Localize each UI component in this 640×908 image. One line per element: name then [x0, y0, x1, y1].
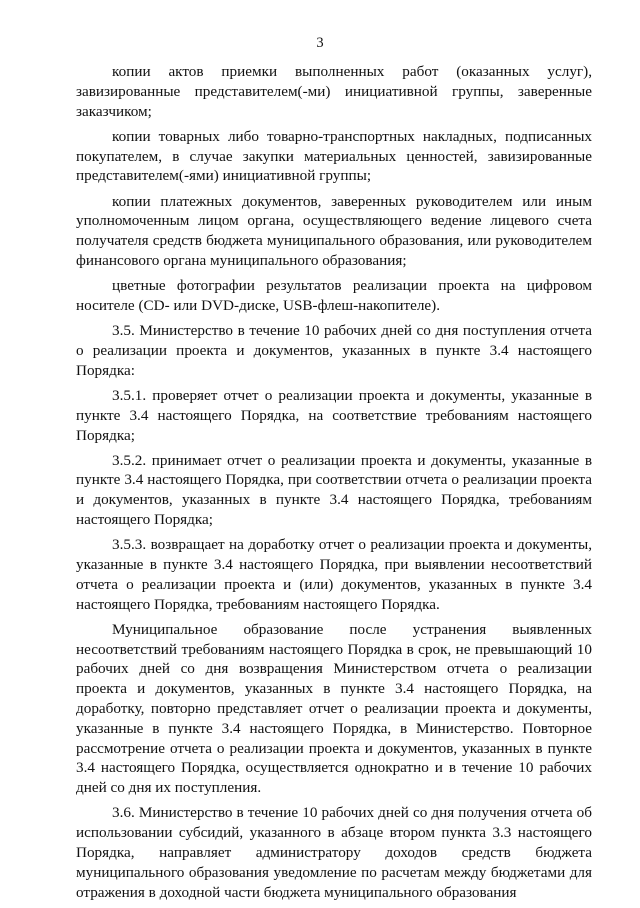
document-body [76, 62, 592, 908]
paragraph-3-5: 3.5. Министерство в течение 10 рабочих дней со дня поступления отчета о реализации проекта и документов, указанных в пункте 3.4 настоящего Порядка: [76, 322, 592, 379]
paragraph-3-5-2: 3.5.2. принимает отчет о реализации проекта и документы, указанные в пункте 3.4 настоящего Порядка, при соответствии отчета о реализации проекта и документов, указанных в пункте 3.4 настоящего Порядка, требованиям настоящего Порядка; [76, 451, 592, 529]
paragraph-3-5-3: 3.5.3. возвращает на доработку отчет о реализации проекта и документы, указанные в пункте 3.4 настоящего Порядка, при выявлении несоответствий отчета о реализации проекта и (или) документов, указанных в пункте 3.4 настоящего Порядка, требованиям настоящего Порядка. [76, 536, 592, 613]
paragraph-payment-documents: копии платежных документов, заверенных руководителем или иным уполномоченным лицом органа, осуществляющего ведение лицевого счета получателя средств бюджета муниципального образования, или руководителем финансового органа муниципального образования; [76, 192, 592, 269]
paragraph-color-photos: цветные фотографии результатов реализации проекта на цифровом носителе (CD- или DVD-диске, USB-флеш-накопителе). [76, 277, 592, 314]
page-number: 3 [316, 35, 324, 51]
paragraph-3-6: 3.6. Министерство в течение 10 рабочих дней со дня получения отчета об использовании субсидий, указанного в абзаце втором пункта 3.3 настоящего Порядка, направляет администратору доходов средств бюджета муниципального образования уведомление по расчетам между бюджетами для отражения в доходной части бюджета муниципального образования [76, 804, 592, 901]
paragraph-municipal-resubmission: Муниципальное образование после устранения выявленных несоответствий требованиям настоящего Порядка в срок, не превышающий 10 рабочих дней со дня возвращения Министерством отчета о реализации проекта и документов, указанных в пункте 3.4 настоящего Порядка, на доработку, повторно представляет отчет о реализации проекта и документы, указанные в пункте 3.4 настоящего Порядка, в Министерство. Повторное рассмотрение отчета о реализации проекта и документов, указанных в пункте 3.4 настоящего Порядка, осуществляется однократно и в течение 10 рабочих дней со дня их поступления. [76, 620, 592, 797]
paragraph-acts-copies: копии актов приемки выполненных работ (оказанных услуг), завизированные представителем(-ми) инициативной группы, заверенные заказчиком; [76, 63, 592, 120]
paragraph-3-5-1: 3.5.1. проверяет отчет о реализации проекта и документы, указанные в пункте 3.4 настоящего Порядка, на соответствие требованиям настоящего Порядка; [76, 386, 592, 444]
paragraph-invoices-copies: копии товарных либо товарно-транспортных накладных, подписанных покупателем, в случае закупки материальных ценностей, завизированные представителем(-ями) инициативной группы; [76, 127, 592, 185]
